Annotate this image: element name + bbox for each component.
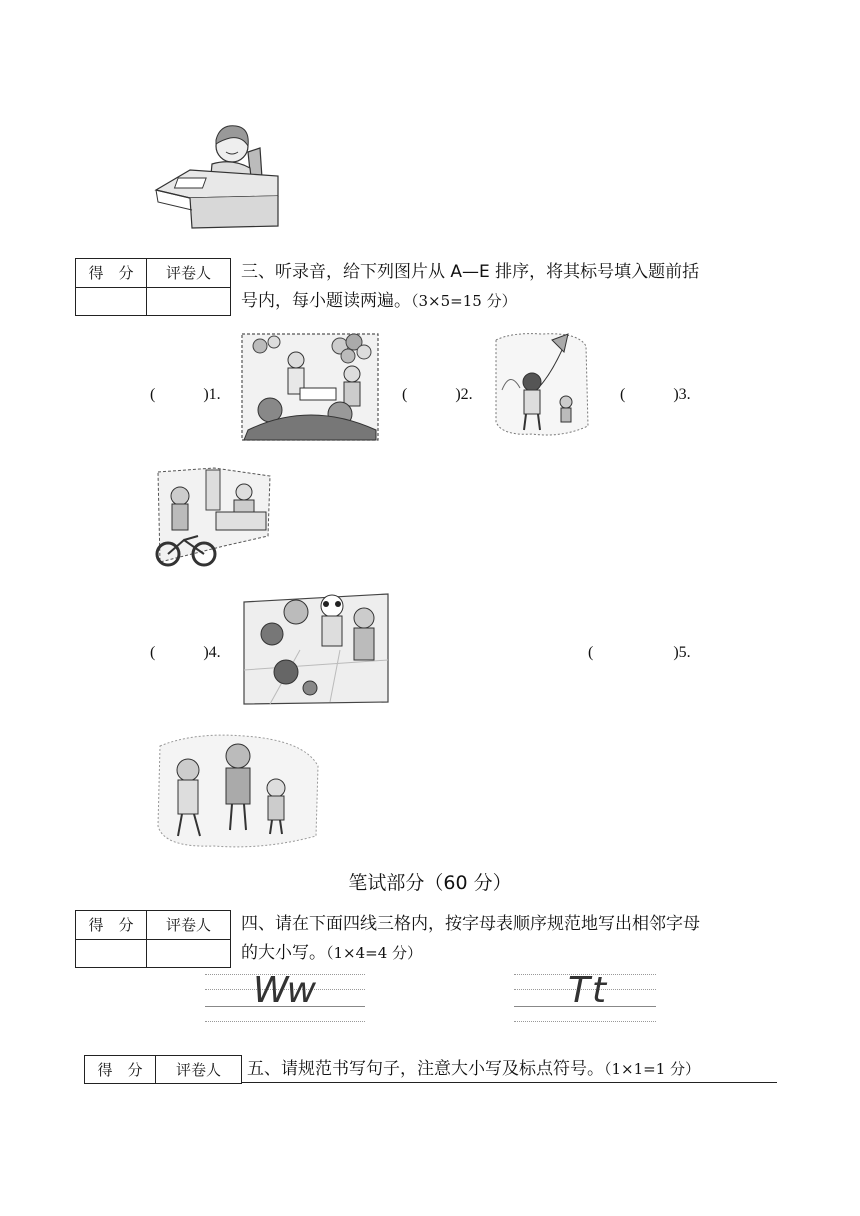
answer-blank-2[interactable]	[402, 381, 473, 404]
reviewer-label: 评卷人	[147, 911, 231, 940]
kite-flying-illustration	[492, 330, 590, 440]
section3-title: 三、听录音，给下列图片从 A—E 排序，将其标号填入题前括	[241, 262, 700, 282]
score-cell[interactable]	[76, 939, 147, 968]
score-label: 得 分	[76, 911, 147, 940]
score-table-section4	[75, 910, 231, 968]
item-number: 1.	[208, 386, 221, 403]
answer-paren: ( )	[150, 644, 209, 661]
section3-title-line2: 号内，每小题读两遍。	[241, 291, 411, 311]
section5-points: （1×1=1 分）	[604, 1060, 701, 1078]
answer-blank-5[interactable]	[588, 639, 691, 662]
section3-points: （3×5=15 分）	[411, 292, 517, 310]
bicycle-illustration	[154, 466, 272, 570]
score-table-section3	[75, 258, 231, 316]
section4-title: 四、请在下面四线三格内，按字母表顺序规范地写出相邻字母	[241, 914, 700, 934]
dancing-animals-illustration	[240, 590, 392, 706]
reviewer-label: 评卷人	[147, 259, 231, 288]
letter-pair-tt: Tt	[568, 970, 609, 1011]
item-number: 5.	[678, 644, 691, 661]
item-number: 3.	[678, 386, 691, 403]
four-line-grid-ww[interactable]	[205, 970, 365, 1024]
section5-title: 五、请规范书写句子，注意大小写及标点符号。	[247, 1059, 604, 1079]
answer-paren: ( )	[620, 386, 679, 403]
section4-points: （1×4=4 分）	[326, 944, 423, 962]
boy-at-desk-illustration	[150, 118, 282, 232]
item-number: 2.	[460, 386, 473, 403]
four-line-grid-tt[interactable]	[514, 970, 656, 1024]
score-cell[interactable]	[76, 287, 147, 316]
score-label: 得 分	[85, 1056, 156, 1084]
section3-question	[241, 258, 801, 316]
letter-pair-ww: Ww	[253, 970, 315, 1011]
section4-question	[241, 910, 801, 968]
reviewer-label: 评卷人	[156, 1056, 242, 1084]
written-part-title: 笔试部分（60 分）	[348, 872, 512, 894]
item-number: 4.	[208, 644, 221, 661]
section5-question	[247, 1055, 787, 1084]
answer-blank-4[interactable]	[150, 639, 221, 662]
score-label: 得 分	[76, 259, 147, 288]
birthday-party-illustration	[240, 330, 380, 442]
section4-title-line2: 的大小写。	[241, 943, 326, 963]
score-table-section5	[84, 1055, 242, 1084]
three-children-illustration	[154, 726, 322, 854]
answer-paren: ( )	[150, 386, 209, 403]
answer-paren: ( )	[402, 386, 461, 403]
answer-paren: ( )	[588, 644, 679, 661]
reviewer-cell[interactable]	[147, 939, 231, 968]
answer-blank-1[interactable]	[150, 381, 221, 404]
reviewer-cell[interactable]	[147, 287, 231, 316]
answer-blank-3[interactable]	[620, 381, 691, 404]
